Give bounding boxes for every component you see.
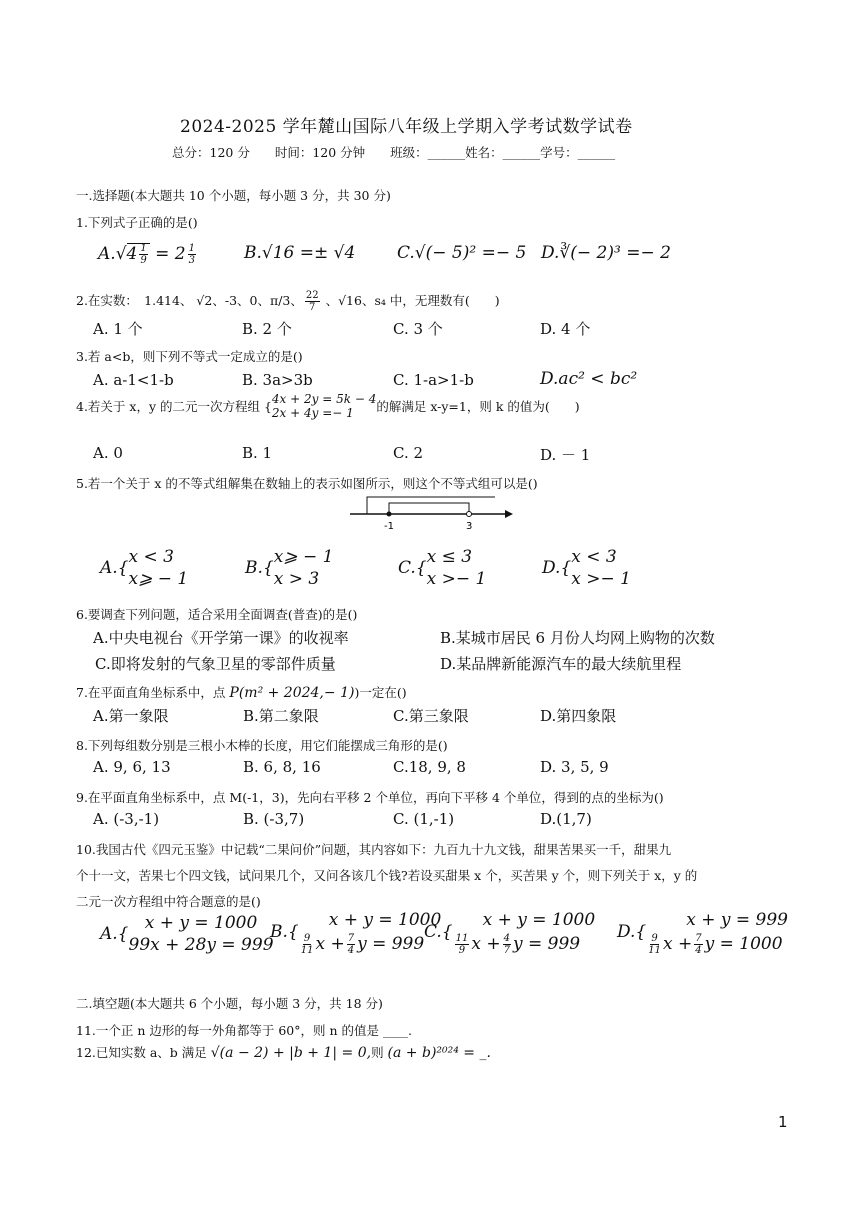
question-9-option-c: C. (1,-1): [393, 810, 455, 828]
question-6-option-c: C.即将发射的气象卫星的零部件质量: [95, 655, 336, 673]
equation-1: x + y = 1000: [144, 913, 258, 933]
question-11: 11.一个正 n 边形的每一外角都等于 60°，则 n 的值是 ____.: [76, 1023, 412, 1038]
upper-bracket: [367, 497, 495, 514]
question-1-option-d: D.∛(− 2)³ =− 2: [541, 243, 671, 263]
question-3-stem: 3.若 a<b，则下列不等式一定成立的是(): [76, 349, 303, 364]
inequality-2: x >− 1: [426, 569, 487, 589]
equation-1: 4x + 2y = 5k − 4: [271, 392, 377, 406]
question-9-option-b: B. (-3,7): [243, 810, 305, 828]
numerator: 7: [347, 933, 355, 944]
question-9-option-d: D.(1,7): [540, 810, 592, 828]
question-8-option-a: A. 9, 6, 13: [93, 758, 171, 776]
stem-part: )一定在(): [354, 685, 407, 700]
inequality-1: x⩾ − 1: [273, 547, 334, 567]
equation-system: [272, 392, 376, 420]
question-4-option-d: D. － 1: [540, 446, 591, 464]
question-2-stem: [76, 290, 500, 313]
stem-part: 4.若关于 x，y 的二元一次方程组 {: [76, 399, 272, 414]
inequality-1: x < 3: [571, 547, 617, 567]
question-2-option-a: A. 1 个: [93, 320, 143, 338]
denominator: 9: [458, 945, 466, 956]
question-7-option-a: A.第一象限: [93, 707, 169, 725]
stem-part: 则: [371, 1045, 388, 1060]
number-line-diagram: [345, 492, 515, 532]
stem-part: 12.已知实数 a、b 满足: [76, 1045, 211, 1060]
question-1-option-a: A.√4 $\frac{1}{9}$ = 2 $\frac{1}{3}$: [98, 243, 195, 266]
equation-2: 2x + 4y =− 1: [271, 406, 354, 420]
question-1-stem: 1.下列式子正确的是(): [76, 215, 198, 230]
question-6-stem: 6.要调查下列问题，适合采用全面调查(普查)的是(): [76, 607, 358, 622]
option-label: B.{: [270, 922, 299, 942]
question-8-stem: 8.下列每组数分别是三根小木棒的长度，用它们能摆成三角形的是(): [76, 738, 448, 753]
numerator: 11: [455, 933, 469, 944]
question-8-option-c: C.18, 9, 8: [393, 758, 466, 776]
open-point: [467, 512, 472, 517]
stem-part: 、√16、s₄ 中，无理数有( ): [321, 293, 500, 308]
exam-title: 2024-2025 学年麓山国际八年级上学期入学考试数学试卷: [180, 117, 633, 137]
inequality-1: x < 3: [128, 547, 174, 567]
denominator: 7: [309, 302, 316, 313]
question-8-option-b: B. 6, 8, 16: [243, 758, 321, 776]
stem-part: 7.在平面直角坐标系中，点: [76, 685, 230, 700]
question-10-line-2: 个十一文，苦果七个四文钱，试问果几个，又问各该几个钱?若设买甜果 x 个，买苦果 y 个，则下列关于 x，y 的: [76, 868, 698, 883]
equation-1: x + y = 999: [686, 910, 788, 930]
term: x +: [662, 934, 693, 954]
axis-arrow: [505, 510, 513, 518]
question-3-option-d: D.ac² < bc²: [540, 369, 638, 389]
question-4-option-a: A. 0: [93, 444, 123, 462]
question-4-option-c: C. 2: [393, 444, 424, 462]
condition-expression: √(a − 2) + |b + 1| = 0,: [210, 1045, 372, 1061]
inequality-2: x >− 1: [571, 569, 631, 589]
question-7-option-b: B.第二象限: [243, 707, 319, 725]
question-5-stem: 5.若一个关于 x 的不等式组解集在数轴上的表示如图所示，则这个不等式组可以是(): [76, 476, 538, 491]
question-10-line-3: 二元一次方程组中符合题意的是(): [76, 894, 261, 909]
equation-2: 99x + 28y = 999: [128, 935, 274, 955]
closed-point: [387, 512, 392, 517]
tick-label-right: 3: [466, 521, 473, 532]
fraction-22-7: [305, 290, 320, 313]
question-5-option-c: [398, 546, 486, 590]
question-5-option-b: [245, 546, 333, 590]
inequality-2: x⩾ − 1: [128, 569, 189, 589]
option-label: B.{: [245, 558, 274, 578]
equation-2: [453, 932, 596, 956]
section-heading-fill-in: 二.填空题(本大题共 6 个小题，每小题 3 分，共 18 分): [76, 996, 383, 1011]
question-2-option-c: C. 3 个: [393, 320, 443, 338]
question-7-option-d: D.第四象限: [540, 707, 617, 725]
option-label: A.{: [100, 924, 129, 944]
question-9-stem: 9.在平面直角坐标系中，点 M(-1，3)，先向右平移 2 个单位，再向下平移 4 个单位，得到的点的坐标为(): [76, 790, 664, 805]
numerator: 22: [305, 290, 319, 301]
term: x +: [471, 934, 501, 954]
question-7-option-c: C.第三象限: [393, 707, 469, 725]
denominator: 11: [300, 945, 314, 956]
denominator: 7: [503, 945, 510, 956]
denominator: 4: [695, 945, 702, 956]
equation-2: [646, 932, 788, 956]
question-2-option-d: D. 4 个: [540, 320, 591, 338]
numerator: 9: [651, 933, 658, 944]
term: y = 1000: [704, 934, 783, 954]
question-9-option-a: A. (-3,-1): [93, 810, 160, 828]
question-5-option-a: [100, 546, 188, 590]
question-1-option-c: C.√(− 5)² =− 5: [397, 243, 527, 263]
page-number: 1: [778, 1113, 788, 1131]
equation-2: [299, 932, 442, 956]
option-label: C.{: [398, 558, 427, 578]
denominator: 4: [347, 945, 355, 956]
question-4-stem: [76, 392, 580, 420]
term: y = 999: [512, 934, 581, 954]
term: x +: [315, 934, 345, 954]
question-12: [76, 1043, 491, 1061]
question-10-option-c: [424, 908, 595, 956]
option-label: D.{: [617, 922, 647, 942]
question-8-option-d: D. 3, 5, 9: [540, 758, 609, 776]
question-3-option-a: A. a-1<1-b: [93, 371, 174, 389]
numerator: 7: [695, 933, 702, 944]
term: y = 999: [357, 934, 425, 954]
question-10-option-d: [617, 908, 788, 956]
equation-1: x + y = 1000: [328, 910, 442, 930]
question-10-line-1: 10.我国古代《四元玉鉴》中记载“二果问价”问题，其内容如下：九百九十九文钱，甜果苦果买一千，甜果九: [76, 842, 672, 857]
tick-label-left: -1: [384, 521, 394, 532]
equation-1: x + y = 1000: [482, 910, 596, 930]
question-4-option-b: B. 1: [242, 444, 273, 462]
target-expression: (a + b)²⁰²⁴ = _.: [387, 1045, 491, 1061]
inequality-1: x ≤ 3: [426, 547, 473, 567]
option-label: A.: [98, 244, 116, 264]
denominator: 11: [648, 945, 661, 956]
question-7-stem: [76, 683, 407, 701]
question-6-option-d: D.某品牌新能源汽车的最大续航里程: [440, 655, 682, 673]
inequality-2: x > 3: [273, 569, 320, 589]
stem-part: 的解满足 x-y=1，则 k 的值为( ): [376, 399, 580, 414]
question-10-option-b: [270, 908, 441, 956]
point-expression: P(m² + 2024,− 1): [229, 685, 355, 701]
lower-bracket: [389, 503, 469, 514]
option-label: C.{: [424, 922, 453, 942]
stem-part: 2.在实数： 1.414、 √2、-3、0、π/3、: [76, 293, 303, 308]
question-10-option-a: [100, 912, 274, 956]
option-label: D.{: [542, 558, 572, 578]
question-3-option-b: B. 3a>3b: [242, 371, 313, 389]
question-5-option-d: [542, 546, 631, 590]
option-label: A.{: [100, 558, 129, 578]
question-3-option-c: C. 1-a>1-b: [393, 371, 474, 389]
numerator: 4: [503, 933, 510, 944]
numerator: 9: [303, 933, 311, 944]
exam-header-info: 总分：120 分 时间：120 分钟 班级：______姓名：______学号：______: [172, 145, 616, 160]
question-2-option-b: B. 2 个: [242, 320, 292, 338]
question-6-option-a: A.中央电视台《开学第一课》的收视率: [93, 629, 349, 647]
question-1-option-b: B.√16 =± √4: [244, 243, 356, 263]
section-heading-choice: 一.选择题(本大题共 10 个小题，每小题 3 分，共 30 分): [76, 188, 391, 203]
question-6-option-b: B.某城市居民 6 月份人均网上购物的次数: [440, 629, 715, 647]
